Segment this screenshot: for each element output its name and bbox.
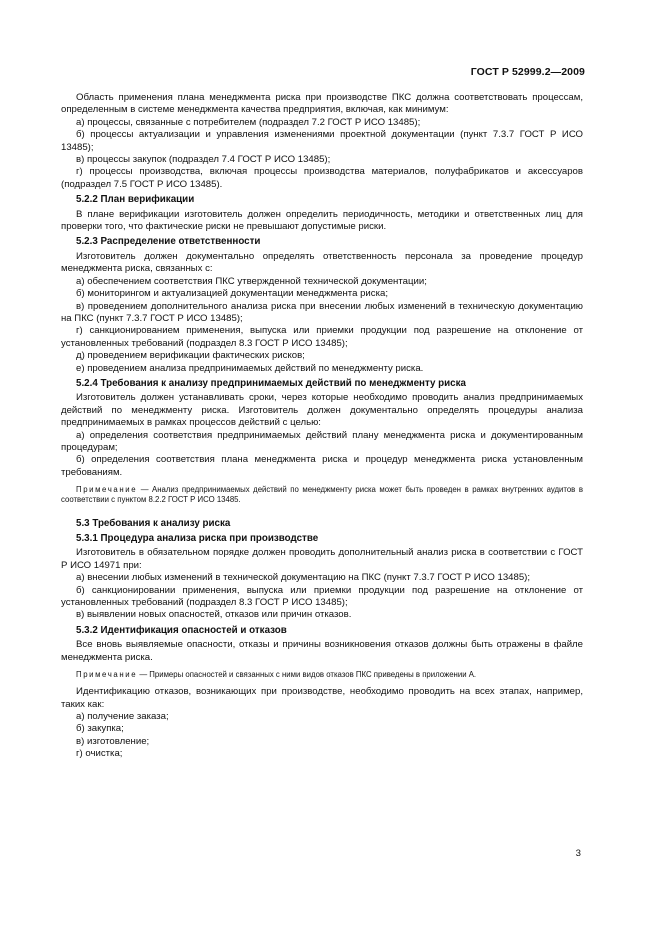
section-paragraph: Изготовитель должен документально определять ответственность персонала за проведение процедур менеджмента риска, связанных с: [61,250,583,275]
note-block [61,670,583,680]
section-heading-5-2-3: 5.2.3 Распределение ответственности [76,236,261,248]
page-number: 3 [575,848,581,859]
section-heading-5-3-1: 5.3.1 Процедура анализа риска при производстве [76,533,319,544]
list-item: е) проведением анализа предпринимаемых действий по менеджменту риска. [76,362,424,374]
intro-paragraph: Область применения плана менеджмента риска при производстве ПКС должна соответствовать процессам, определенным в системе менеджмента качества предприятия, включая, как минимум: [61,92,583,116]
list-item: г) очистка; [76,748,123,760]
section-heading-5-2-2: 5.2.2 План верификации [76,194,195,206]
section-paragraph: Изготовитель должен устанавливать сроки, через которые необходимо проводить анализ предпринимаемых действий по менеджменту риска. Изготовитель должен документально определять процедуры анализа предпринимаемых в рамках процессов действий с целью: [61,392,583,429]
list-item: б) мониторингом и актуализацией документации менеджмента риска; [76,288,388,300]
list-item: в) проведением дополнительного анализа риска при внесении любых изменений в техническую документацию на ПКС (пункт 7.3.7 ГОСТ Р ИСО 13485); [61,300,583,324]
section-heading-5-3-2: 5.3.2 Идентификация опасностей и отказов [76,624,287,636]
section-heading-5-2-4: 5.2.4 Требования к анализу предпринимаемых действий по менеджменту риска [76,377,466,389]
section-paragraph: Все вновь выявляемые опасности, отказы и причины возникновения отказов должны быть отражены в файле менеджмента риска. [61,639,583,663]
note-text: — Примеры опасностей и связанных с ними видов отказов ПКС приведены в приложении А. [139,670,477,680]
list-item: а) внесении любых изменений в технической документацию на ПКС (пункт 7.3.7 ГОСТ Р ИСО 13485); [76,572,531,584]
list-item: д) проведением верификации фактических рисков; [76,350,305,362]
list-item: а) процессы, связанные с потребителем (подраздел 7.2 ГОСТ Р ИСО 13485); [76,116,421,128]
list-item: б) процессы актуализации и управления изменениями проектной документации (пункт 7.3.7 ГОСТ Р ИСО 13485); [61,129,583,153]
list-item: г) процессы производства, включая процессы производства материалов, полуфабрикатов и аксессуаров (подраздел 7.5 ГОСТ Р ИСО 13485). [61,166,583,190]
list-item: а) обеспечением соответствия ПКС утвержденной технической документации; [76,275,427,287]
list-item: б) закупка; [76,723,124,735]
section-paragraph: Изготовитель в обязательном порядке должен проводить дополнительный анализ риска в соответствии с ГОСТ Р ИСО 14971 при: [61,547,583,571]
section-heading-5-3: 5.3 Требования к анализу риска [76,517,231,529]
note-block [61,485,583,505]
note-label: Примечание [76,670,138,680]
list-item: г) санкционированием применения, выпуска или приемки продукции под разрешение на отклонение от установленных требований (подраздел 8.3 ГОСТ Р ИСО 13485); [61,325,583,349]
document-code-header: ГОСТ Р 52999.2—2009 [470,66,585,78]
list-item: б) санкционировании применения, выпуска или приемки продукции под разрешение на отклонение от установленных требований (подраздел 8.3 ГОСТ Р ИСО 13485); [61,584,583,609]
list-item: в) изготовление; [76,735,150,747]
list-item: в) процессы закупок (подраздел 7.4 ГОСТ Р ИСО 13485); [76,154,331,166]
list-item: а) определения соответствия предпринимаемых действий плану менеджмента риска и документированным процедурам; [61,429,583,453]
section-paragraph: В плане верификации изготовитель должен определить периодичность, методики и ответственных лиц для проверки того, что фактические риски не превышают допустимые риски. [61,208,583,233]
list-item: б) определения соответствия плана менеджмента риска и процедур менеджмента риска установленным требованиям. [61,454,583,478]
list-item: в) выявлении новых опасностей, отказов или причин отказов. [76,609,352,621]
note-label: Примечание [76,485,138,495]
document-body [61,92,583,761]
list-item: а) получение заказа; [76,711,169,723]
section-paragraph: Идентификацию отказов, возникающих при производстве, необходимо проводить на всех этапах, например, таких как: [61,686,583,710]
note-text: — Анализ предпринимаемых действий по менеджменту риска может быть проведен в рамках внутренних аудитов в соответствии с пунктом 8.2.2 ГОСТ Р ИСО 13485. [61,485,584,505]
